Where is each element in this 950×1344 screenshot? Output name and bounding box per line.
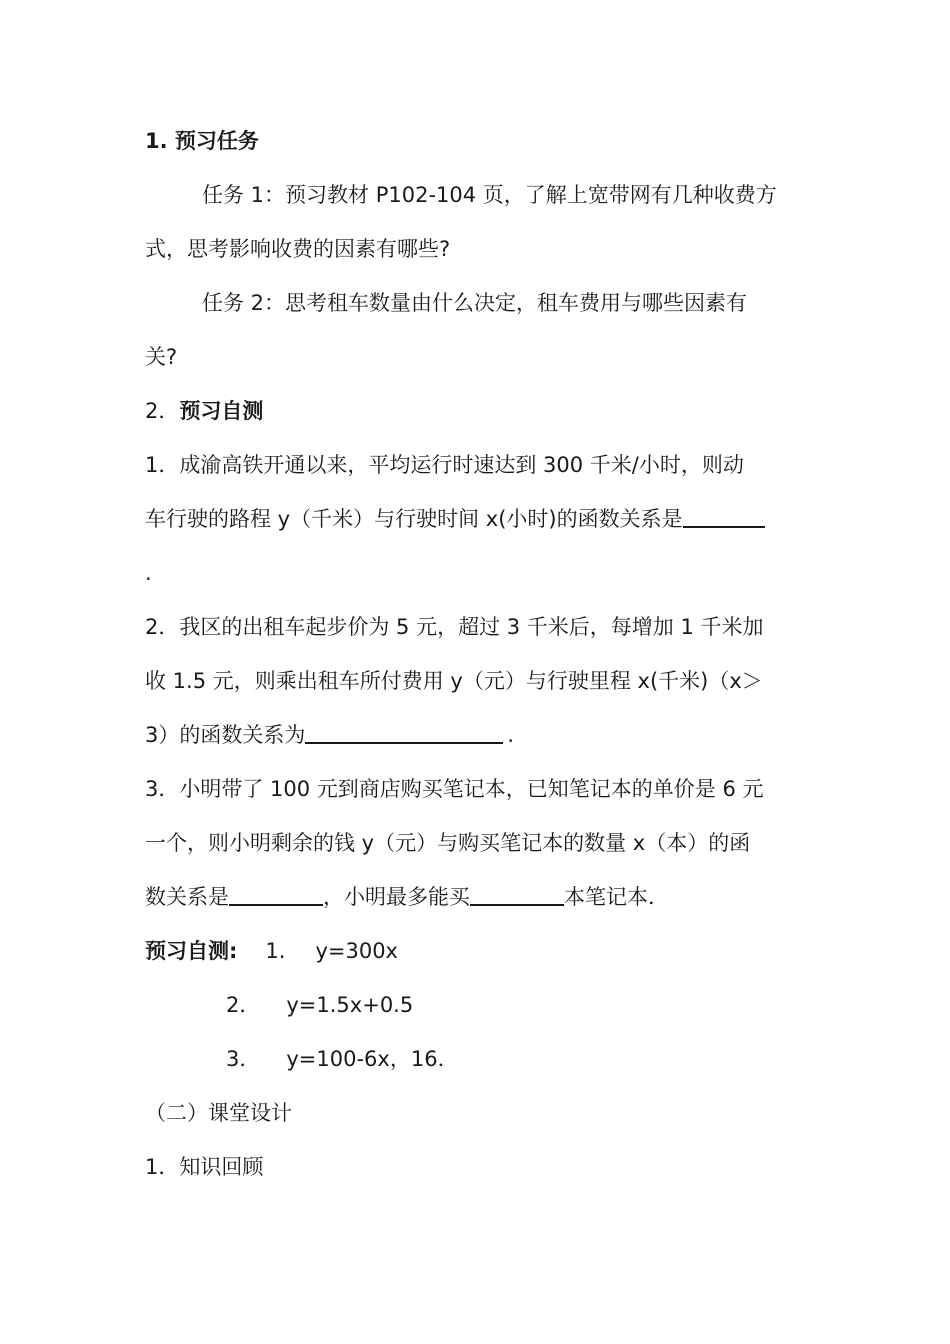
answers-line1 (145, 936, 398, 966)
task2-text-line2: 关? (145, 345, 178, 369)
answers-line3 (226, 1044, 459, 1074)
question2-line2: 收 1.5 元，则乘出租车所付费用 y（元）与行驶里程 x(千米)（x＞ (145, 669, 763, 693)
question3-line3-text-a: 数关系是 (145, 885, 229, 909)
section-heading-self-test (145, 396, 263, 426)
answer3-text: y=100-6x，16． (286, 1047, 459, 1071)
task1-text-line1: 任务 1：预习教材 P102-104 页，了解上宽带网有几种收费方 (202, 183, 777, 207)
question3-line3 (145, 882, 669, 912)
section-heading-preview-tasks: 1. 预习任务 (145, 129, 259, 153)
task2-text-line1: 任务 2：思考租车数量由什么决定，租车费用与哪些因素有 (202, 291, 748, 315)
question1-line2 (145, 504, 765, 534)
task1-text-line2: 式，思考影响收费的因素有哪些? (145, 237, 451, 261)
question1-line1: 1．成渝高铁开通以来，平均运行时速达到 300 千米/小时，则动 (145, 453, 744, 477)
self-test-title: 预习自测 (179, 399, 264, 423)
section-heading-classroom-design: （二）课堂设计 (145, 1101, 292, 1125)
answer-blank-q1[interactable] (683, 506, 765, 528)
answer2-number: 2． (226, 993, 261, 1017)
question1-end: . (145, 561, 152, 585)
answer3-number: 3． (226, 1047, 261, 1071)
answer-blank-q3-count[interactable] (470, 884, 564, 906)
answers-label: 预习自测: (145, 939, 238, 963)
answer2-text: y=1.5x+0.5 (286, 993, 414, 1017)
answers-line2 (226, 990, 413, 1020)
answer1-text: y=300x (315, 939, 398, 963)
question2-end: . (507, 723, 515, 747)
question3-line3-text-c: 本笔记本． (564, 885, 669, 909)
question3-line1: 3．小明带了 100 元到商店购买笔记本，已知笔记本的单价是 6 元 (145, 777, 764, 801)
question2-line3 (145, 720, 514, 750)
answer-blank-q3-function[interactable] (229, 884, 323, 906)
question2-line3-text: 3）的函数关系为 (145, 723, 306, 747)
question2-line1: 2．我区的出租车起步价为 5 元，超过 3 千米后，每增加 1 千米加 (145, 615, 764, 639)
question1-line2-text: 车行驶的路程 y（千米）与行驶时间 x(小时)的函数关系是 (145, 507, 683, 531)
question3-line3-text-b: ，小明最多能买 (323, 885, 470, 909)
section-item-knowledge-review: 1．知识回顾 (145, 1155, 264, 1179)
answer-blank-q2[interactable] (305, 722, 503, 744)
answer1-number: 1. (265, 939, 286, 963)
self-test-number: 2． (145, 399, 180, 423)
question3-line2: 一个，则小明剩余的钱 y（元）与购买笔记本的数量 x（本）的函 (145, 831, 751, 855)
